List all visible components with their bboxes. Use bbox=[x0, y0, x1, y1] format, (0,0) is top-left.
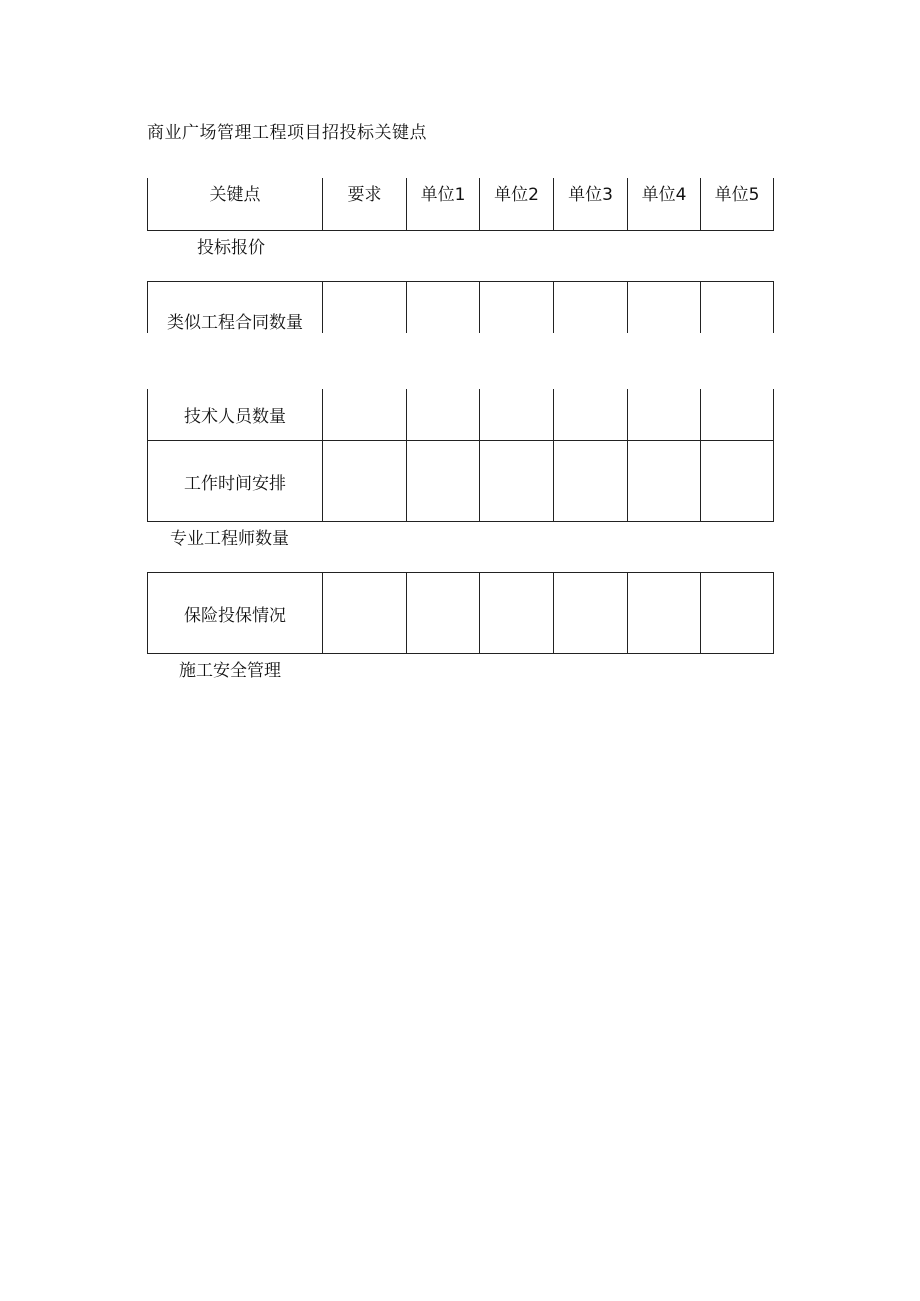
header-unit-4: 单位4 bbox=[627, 178, 700, 231]
table-row-similar-contracts bbox=[147, 281, 774, 333]
table-cell bbox=[479, 389, 553, 441]
table-cell bbox=[322, 281, 406, 333]
table-cell bbox=[322, 572, 406, 654]
row-label-professional-engineers: 专业工程师数量 bbox=[170, 529, 289, 549]
table-cell bbox=[627, 572, 700, 654]
table-cell bbox=[627, 389, 700, 441]
table-cell bbox=[553, 281, 627, 333]
row-label-bid-price: 投标报价 bbox=[197, 238, 265, 258]
table-cell bbox=[700, 281, 774, 333]
row-label-work-schedule: 工作时间安排 bbox=[147, 441, 322, 522]
header-key-point: 关键点 bbox=[147, 178, 322, 231]
header-unit-5: 单位5 bbox=[700, 178, 774, 231]
table-cell bbox=[479, 572, 553, 654]
table-cell bbox=[406, 281, 479, 333]
header-requirement: 要求 bbox=[322, 178, 406, 231]
table-header-row bbox=[147, 178, 774, 231]
row-label-similar-contracts: 类似工程合同数量 bbox=[147, 281, 322, 333]
table-cell bbox=[553, 441, 627, 522]
table-cell bbox=[627, 281, 700, 333]
header-unit-3: 单位3 bbox=[553, 178, 627, 231]
table-row-insurance bbox=[147, 572, 774, 654]
row-label-insurance: 保险投保情况 bbox=[147, 572, 322, 654]
document-title: 商业广场管理工程项目招投标关键点 bbox=[147, 123, 427, 143]
table-cell bbox=[553, 389, 627, 441]
table-cell bbox=[406, 389, 479, 441]
table-cell bbox=[479, 441, 553, 522]
table-cell bbox=[700, 441, 774, 522]
table-rows-staff-schedule bbox=[147, 389, 774, 522]
table-cell bbox=[700, 389, 774, 441]
table-cell bbox=[553, 572, 627, 654]
table-cell bbox=[322, 441, 406, 522]
table-cell bbox=[627, 441, 700, 522]
table-cell bbox=[479, 281, 553, 333]
table-cell bbox=[406, 572, 479, 654]
table-cell bbox=[406, 441, 479, 522]
table-cell bbox=[322, 389, 406, 441]
header-unit-2: 单位2 bbox=[479, 178, 553, 231]
table-cell bbox=[700, 572, 774, 654]
header-unit-1: 单位1 bbox=[406, 178, 479, 231]
row-label-technical-staff: 技术人员数量 bbox=[147, 389, 322, 441]
row-label-construction-safety: 施工安全管理 bbox=[179, 661, 281, 681]
